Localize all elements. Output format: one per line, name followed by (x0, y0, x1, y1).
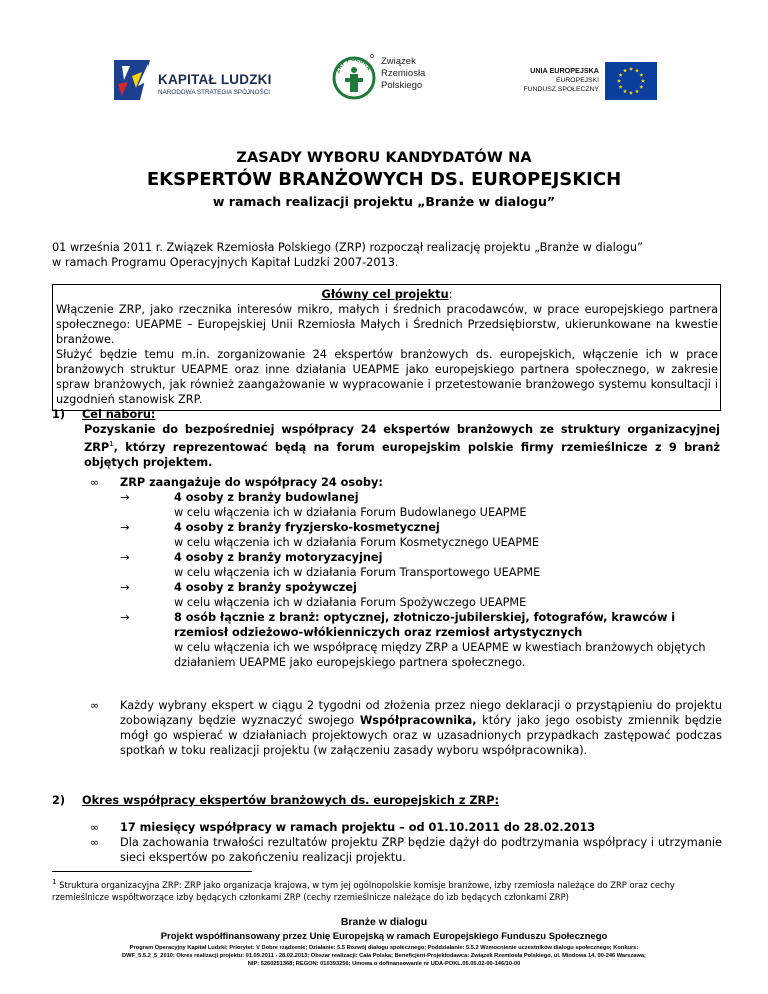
zrp-name-line-3: Polskiego (381, 80, 423, 91)
footnote-number: 1 (52, 878, 57, 886)
footnote-text: Struktura organizacyjna ZRP: ZRP jako organizacja krajowa, w tym jej ogólnopolskie komisje branżowe, izby rzemiosła należące do ZRP oraz cechy rzemieślnicze współtworzące izby będących członkami ZRP (cechy rzemieślnicze należące do izb będących członkami ZRP) (52, 879, 675, 902)
expert-group-desc: w celu włączenia ich w działania Forum Transportowego UEAPME (174, 566, 541, 579)
footnote-divider (52, 871, 252, 872)
footer-cofinancing: Projekt współfinansowany przez Unię Europejską w ramach Europejskiego Funduszu Społecznego (160, 931, 608, 942)
intro-line-1: 01 września 2011 r. Związek Rzemiosła Polskiego (ZRP) rozpoczął realizację projektu „Branże w dialogu” (52, 241, 643, 254)
zrp-name (381, 56, 425, 92)
eu-logo-text (523, 66, 599, 94)
project-goal-box (52, 284, 721, 411)
eu-line-1: UNIA EUROPEJSKA (530, 66, 599, 75)
bullet-sustainability-text: Dla zachowania trwałości rezultatów projektu ZRP będzie dążył do podtrzymania współpracy i utrzymanie sieci ekspertów po zakończeniu realizacji projektu. (120, 836, 722, 864)
section-2-title: Okres współpracy ekspertów branżowych ds. europejskich z ZRP: (82, 794, 500, 807)
bullet-experts-title: ZRP zaangażuje do współpracy 24 osoby: (120, 476, 383, 489)
bullet-infinity-icon: ∞ (90, 699, 100, 712)
page-footer (40, 915, 728, 969)
expert-group-title: 4 osoby z branży motoryzacyjnej (174, 551, 383, 564)
section-1-body (84, 422, 720, 470)
zrp-name-line-1: Związek (381, 56, 416, 67)
zrp-name-line-2: Rzemiosła (381, 68, 426, 79)
expert-group-title: 4 osoby z branży spożywczej (174, 581, 357, 594)
bullet-infinity-icon: ∞ (90, 821, 100, 834)
expert-group-desc: w celu włączenia ich we współpracę między ZRP a UEAPME w kwestiach branżowych objętych działaniem UEAPME jako europejskiego partnera społecznego. (174, 641, 706, 669)
goal-heading-colon: : (448, 288, 453, 301)
zrp-emblem-icon (332, 52, 378, 106)
goal-heading (56, 287, 718, 302)
arrow-right-icon: → (120, 521, 130, 534)
bullet-experts-list (90, 475, 722, 675)
footer-details (40, 944, 728, 969)
expert-group-desc: w celu włączenia ich w działania Forum Budowlanego UEAPME (174, 506, 527, 519)
zrp-logo (332, 52, 442, 106)
bullet-period-text: 17 miesięcy współpracy w ramach projektu – od 01.10.2011 do 28.02.2013 (120, 821, 596, 834)
collaborator-text-b: który jako jego osobisty zmiennik będzie mógł go wspierać w działaniach projektowych oraz w uzasadnionych przypadkach zastępować podczas spotkań w toku realizacji projektu (w załączeniu zasady wyboru współpracownika). (120, 714, 722, 757)
section-1-title: Cel naboru: (82, 408, 156, 421)
eu-logo (497, 62, 657, 106)
bullet-period (90, 820, 722, 835)
footer-details-line-2: DWF_5.5.2_5_2010; Okres realizacji projektu: 01.09.2011 - 28.02.2013; Obszar realizacji: Cała Polska; Beneficjent-Projektodawca: Związek Rzemiosła Polskiego, ul. Miodowa 14, 00-246 Warszawa; (122, 953, 646, 960)
kapital-ludzki-subtitle: NARODOWA STRATEGIA SPÓJNOŚCI (158, 89, 270, 96)
arrow-right-icon: → (120, 551, 130, 564)
eu-line-3: FUNDUSZ SPOŁECZNY (523, 86, 599, 93)
collaborator-text-a: Każdy wybrany ekspert w ciągu 2 tygodni od złożenia przez niego deklaracji o przystąpieniu do projektu zobowiązany będzie wyznaczyć swojego (120, 699, 722, 727)
eu-flag-icon (605, 62, 657, 100)
intro-paragraph (52, 240, 720, 270)
expert-group-title: 4 osoby z branży budowlanej (174, 491, 359, 504)
title-line-3: w ramach realizacji projektu „Branże w dialogu” (212, 194, 556, 209)
kapital-ludzki-emblem-icon (110, 56, 156, 104)
section-1-heading (52, 407, 155, 422)
intro-line-2: w ramach Programu Operacyjnych Kapitał Ludzki 2007-2013. (52, 256, 399, 269)
section-1-body-b: , którzy reprezentować będą na forum europejskim polskie firmy rzemieślnicze z 9 branż objętych projektem. (84, 440, 720, 469)
bullet-collaborator-text (120, 698, 722, 758)
expert-group-desc: w celu włączenia ich w działania Forum Spożywczego UEAPME (174, 596, 527, 609)
bullet-infinity-icon: ∞ (90, 836, 100, 849)
kapital-ludzki-logo (110, 56, 310, 104)
bullet-infinity-icon: ∞ (90, 476, 100, 489)
footnote (52, 876, 720, 903)
expert-group-title: 4 osoby z branży fryzjersko-kosmetycznej (174, 521, 440, 534)
expert-group-title: 8 osób łącznie z branż: optycznej, złotniczo-jubilerskiej, fotografów, krawców i rzemiosł odzieżowo-włókienniczych oraz rzemiosł artystycznych (174, 611, 676, 639)
collaborator-text-bold: Współpracownika, (359, 714, 477, 727)
kapital-ludzki-title: KAPITAŁ LUDZKI (158, 72, 272, 87)
section-2-heading (52, 793, 499, 808)
section-2-number: 2) (52, 794, 66, 807)
arrow-right-icon: → (120, 491, 130, 504)
document-title-block (40, 148, 728, 212)
section-1-number: 1) (52, 408, 66, 421)
expert-group-desc: w celu włączenia ich w działania Forum Kosmetycznego UEAPME (174, 536, 540, 549)
zrp-emblem-text: ZRP POLSKA (335, 56, 372, 74)
footer-project-name: Branże w dialogu (340, 916, 428, 928)
bullet-sustainability (90, 835, 722, 865)
title-line-2: EKSPERTÓW BRANŻOWYCH DS. EUROPEJSKICH (146, 169, 622, 190)
goal-heading-text: Główny cel projektu (321, 288, 449, 301)
footer-details-line-3: NIP: 5260251368; REGON: 010393256; Umowa o dofinansowanie nr UDA-POKL.05.05.02-00-146/10-00 (247, 961, 521, 968)
arrow-right-icon: → (120, 581, 130, 594)
goal-paragraph-1: Włączenie ZRP, jako rzecznika interesów mikro, małych i średnich pracodawców, w prace europejskiego partnera społecznego: UEAPME – Europejskiej Unii Rzemiosła Małych i Średnich Przedsiębiorstw, ukierunkowane na kwestie branżowe. (56, 303, 718, 346)
title-line-1: ZASADY WYBORU KANDYDATÓW NA (236, 150, 532, 166)
section-1-body-a: Pozyskanie do bezpośredniej współpracy 24 ekspertów branżowych ze struktury organizacyjnej ZRP (84, 423, 720, 454)
bullet-collaborator (90, 698, 722, 773)
arrow-right-icon: → (120, 611, 130, 624)
goal-paragraph-2: Służyć będzie temu m.in. zorganizowanie 24 ekspertów branżowych ds. europejskich, włączenie ich w prace branżowych struktur UEAPME oraz inne działania UEAPME jako europejskiego partnera społecznego, w zakresie spraw branżowych, jak również zaangażowanie w wypracowanie i przetestowanie branżowego systemu konsultacji i uzgodnień stanowisk ZRP. (56, 348, 718, 406)
footer-details-line-1: Program Operacyjny Kapitał Ludzki; Priorytet: V Dobre rządzenie; Działanie: 5.5 Rozwój dialogu społecznego; Poddziałanie: 5.5.2 Wzmocnienie uczestników dialogu społecznego; Konkurs: (129, 945, 639, 951)
eu-line-2: EUROPEJSKI (555, 77, 599, 84)
footnote-reference[interactable]: 1 (109, 440, 114, 448)
